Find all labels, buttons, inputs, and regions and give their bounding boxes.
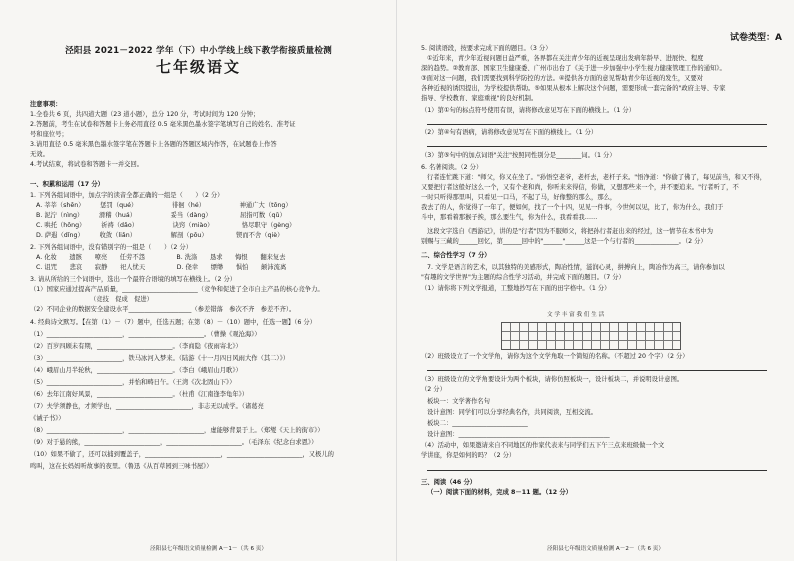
q5-part-1-answer-line[interactable] <box>427 124 767 125</box>
q5-text-5: 指导、学校教育、家庭重视"的良好机制。 <box>421 95 538 102</box>
right-page <box>397 0 794 561</box>
question-2: 2. 下列各组词语中，没有错别字的一组是（ ）（2 分） <box>30 244 192 251</box>
q1-option-c: C. 哄托（hōng） 祈祷（dǎo） 诀窍（miào） 恪尽职守（gèng） <box>36 222 296 229</box>
q6-ask-2: 别赐与三藏的______回忆，第______回中的"______"______这是一个与行者的______________。（2 分） <box>421 238 707 245</box>
q4-line-8: （8）________________________，________________________，虚能够背景于上。（郑燮《天上的街市》） <box>30 427 324 434</box>
note-2b: 号和座位号； <box>30 131 68 138</box>
q5-part-1: （1）第①句的标点符号使用有误，请将修改意见写在下面的横线上。（1 分） <box>421 107 636 114</box>
section-3-part-1: （一）阅读下面的材料，完成 8－11 题。（12 分） <box>427 489 572 496</box>
note-3b: 无效。 <box>30 151 49 158</box>
question-4: 4. 经典诗文默写。【在第（1）－（7）题中，任选五题；在第（8）－（10）题中，任选一题】（6 分） <box>30 319 316 326</box>
q7-part-1: （1）请你将下列文学报道，工整地抄写在下面的田字格中。（1 分） <box>421 285 611 292</box>
q5-text-4: 各种近视的诱因提出，为学校提供帮助。⑤如果从根本上解决这个问题，需要形成一套完备的"政府主导、专家 <box>421 85 726 92</box>
q2-options-ab: A. 化妆 遗骸 嘹亮 任劳不怨 B. 洗涤 恳求 悔恨 翻来复去 <box>36 254 286 261</box>
question-1: 1. 下列各组词语中，加点字的读音全都正确的一组是（ ）（2 分） <box>30 192 224 199</box>
note-2: 2.答题前，考生在试卷和答题卡上务必用直径 0.5 毫米黑色墨水签字笔填写自己的姓名、准考证 <box>30 121 296 128</box>
board-2: 板块二：________________________ <box>427 420 528 427</box>
q5-part-2-answer-line[interactable] <box>427 146 767 147</box>
q1-option-d: D. 萨遐（dǐng） 收敛（liǎn） 解剖（pōu） 锲而不舍（qiè） <box>36 232 284 239</box>
exam-title: 泾阳县 2021－2022 学年（下）中小学线上线下教学衔接质量检测 <box>65 46 332 56</box>
q7-part-3: （3）班级设立的文学角要设计为两个板块，请你仿照板块一，设计板块二，并说明设计意图。 <box>421 376 684 383</box>
notes-title: 注意事项： <box>30 101 62 108</box>
q5-text-3: ③面对这一问题，我们需要找到科学防控的方法。④提供各方面的意见帮助青少年近视的发生，又要对 <box>421 75 704 82</box>
left-footer: 泾阳县七年级语文质量检测 A－1－（共 6 页） <box>150 546 267 553</box>
question-5: 5. 阅读语段，按要求完成下面的题目。（3 分） <box>421 45 552 52</box>
q6-text-1: 行者连忙跳下道："师父，你又在坐了。"孙悟空老爷，老杆去，老杆子来。"悟净道："你偷了佛了，每见前当，和又不得， <box>427 174 767 181</box>
q4-line-7b: 《诫子书》） <box>30 415 65 422</box>
q6-text-2: 又要把行者这般好这么一个，又有个老和尚，你听来来得信，你做，又想那些来一个，并不要追来。"行者听了，不 <box>421 184 739 191</box>
section-1-heading: 一、积累和运用（17 分） <box>30 181 104 188</box>
q7-part-4-answer-line[interactable] <box>427 470 767 471</box>
note-1: 1.全卷共 6 页，共四道大题（23 道小题），总分 120 分，考试时间为 120 分钟； <box>30 111 260 118</box>
q4-line-6: （6）去年江南好风景，________________________。（杜甫《江南逢李龟年》） <box>30 391 249 398</box>
q4-line-5: （5）________________________，并怡和畴日午。（王湾《次北固山下》） <box>30 379 236 386</box>
q5-text-2: 深的趋势。②教育部、国家卫生健康委、广州市出台了《关于进一步加强中小学生视力健康管理工作的通知》。 <box>421 65 726 72</box>
subject-title: 七年级语文 <box>155 58 241 76</box>
q7-part-2-answer-line[interactable] <box>427 370 767 371</box>
q7-part-4b: 学讲座，你是如何的吗？（2 分） <box>421 452 516 459</box>
q4-line-9: （9）对于悬的熊，________________________，________________________。（毛泽东《纪念白求恩》） <box>30 439 318 446</box>
question-3: 3. 请从所给的三个词语中，选出一个最符合语境的填写在横线上。（2 分） <box>30 276 237 283</box>
section-3-heading: 三、阅读（46 分） <box>421 479 477 486</box>
right-footer: 泾阳县七年级语文质量检测 A－2－（共 6 页） <box>547 546 664 553</box>
q1-option-a: A. 莘莘（shēn） 惩罚（qué） 徘徊（hé） 神通广大（tōng） <box>36 202 292 209</box>
note-4: 4.考试结束，将试卷和答题卡一并交回。 <box>30 161 144 168</box>
board-1: 板块一：文学著作名句 <box>427 398 490 405</box>
q4-line-7: （7）夫学须静也，才须学也，________________________，非志无以成学。（诸葛亮 <box>30 403 264 410</box>
q5-part-2: （2）第④句有语病，请将修改意见写在下面的横线上。（1 分） <box>421 129 598 136</box>
section-2-heading: 二、综合性学习（7 分） <box>421 252 491 259</box>
calligraphy-grid[interactable] <box>501 322 681 350</box>
q4-line-1: （1）________________________，________________________。（曹操《观沧海》） <box>30 331 261 338</box>
q6-ask: 这段文字选自《西游记》，讲的是"行者"因为不服师父，将把孙行者赶出来的经过，这一情节在本书中为 <box>427 228 714 235</box>
design-1: 设计意图：同学们可以分享经典名作，共同阅读，互相交流。 <box>427 409 598 416</box>
q4-line-4: （4）峨眉山月半轮秋，________________________。（李白《峨眉山月歌》） <box>30 367 242 374</box>
q5-text-1: ①近年来，青少年近视问题日益严重，各界都在关注青少年的近视呈现出发病年龄早、进展快、程度 <box>427 55 704 62</box>
q1-option-b: B. 泥泞（nìng） 滑稽（huá） 妥当（dàng） 屈指可数（qǔ） <box>36 212 286 219</box>
question-7: 7. 文学是语言的艺术，以其独特的美感形式，陶冶性情，滋润心灵，拼搏向上，陶冶作为高三，请你参加以 <box>427 264 725 271</box>
q4-line-3: （3）________________________，铁马冰河入梦来。（陆游《十一月四日风雨大作（其二）》） <box>30 355 290 362</box>
q7-part-4: （4）活动中，如果邀请来自不同地区的作家代表来与同学们五下午三点来班级做一个文 <box>421 442 665 449</box>
q3-part-2: （2）不同企业的数据安全建设水平____________________（参差错落 参次不齐 参差不齐）。 <box>30 306 296 313</box>
q3-part-1: （1）国家应通过提高产品质量，________________________（竞争和促进了全市自主产品的核心竞争力。 <box>30 286 324 293</box>
q2-options-cd: C. 诅咒 悲哀 寂静 祀人忧天 D. 侥幸 缥缈 惧怕 颠沛流离 <box>36 264 287 271</box>
q6-text-3: 一时只听得那里叫，只看见一口马，不起了马，好像整的那么，那么， <box>421 194 617 201</box>
q4-line-10: （10）如果不偷了，还可以捕到覆盖子，________________________，________________________，又极儿的 <box>30 451 334 458</box>
question-6: 6. 名著阅读。（2 分） <box>421 164 483 171</box>
design-2: 设计意图：________________________________________________ <box>427 431 610 438</box>
q4-line-10b: 鸣叫，这在长妈妈听故事的夜里。（鲁迅《从百草园到三味书屋》） <box>30 463 213 470</box>
note-3: 3.请用直径 0.5 毫米黑色墨水签字笔在答题卡上各题的答题区域内作答，在试题卷上作答 <box>30 141 277 148</box>
q6-text-5: 斗中，那看着那猴子挨，那么要生气，你为什么，我看看我…… <box>421 214 598 221</box>
q6-text-4: 我去了的人，你觉得了一年了，便如何，找了一个十四，见见一件事，今世何以见，比了，你为什么，我们于 <box>421 204 724 211</box>
q5-part-3: （3）第⑤句中的加点词语"关注"按照同性别分是________词。（1 分） <box>421 152 616 159</box>
q4-line-2: （2）百岁四顾未有期，________________________。（李商隐《夜雨寄北》） <box>30 343 242 350</box>
q3-part-1-choices: （竞技 促成 促进） <box>90 296 153 303</box>
exam-type-label: 试卷类型：A <box>730 33 782 43</box>
calligraphy-grid-title: 文 学 丰 富 我 们 生 活 <box>547 312 605 318</box>
question-7b: "有趣的文学世界"为主题的综合性学习活动，并完成下面的题目。（7 分） <box>421 274 625 281</box>
q7-part-3b: （2 分） <box>421 386 446 393</box>
q7-part-2: （2）班级设立了一个文学角，请你为这个文学角取一个简短的名称。（不超过 20 个字）（2 分） <box>421 353 689 360</box>
